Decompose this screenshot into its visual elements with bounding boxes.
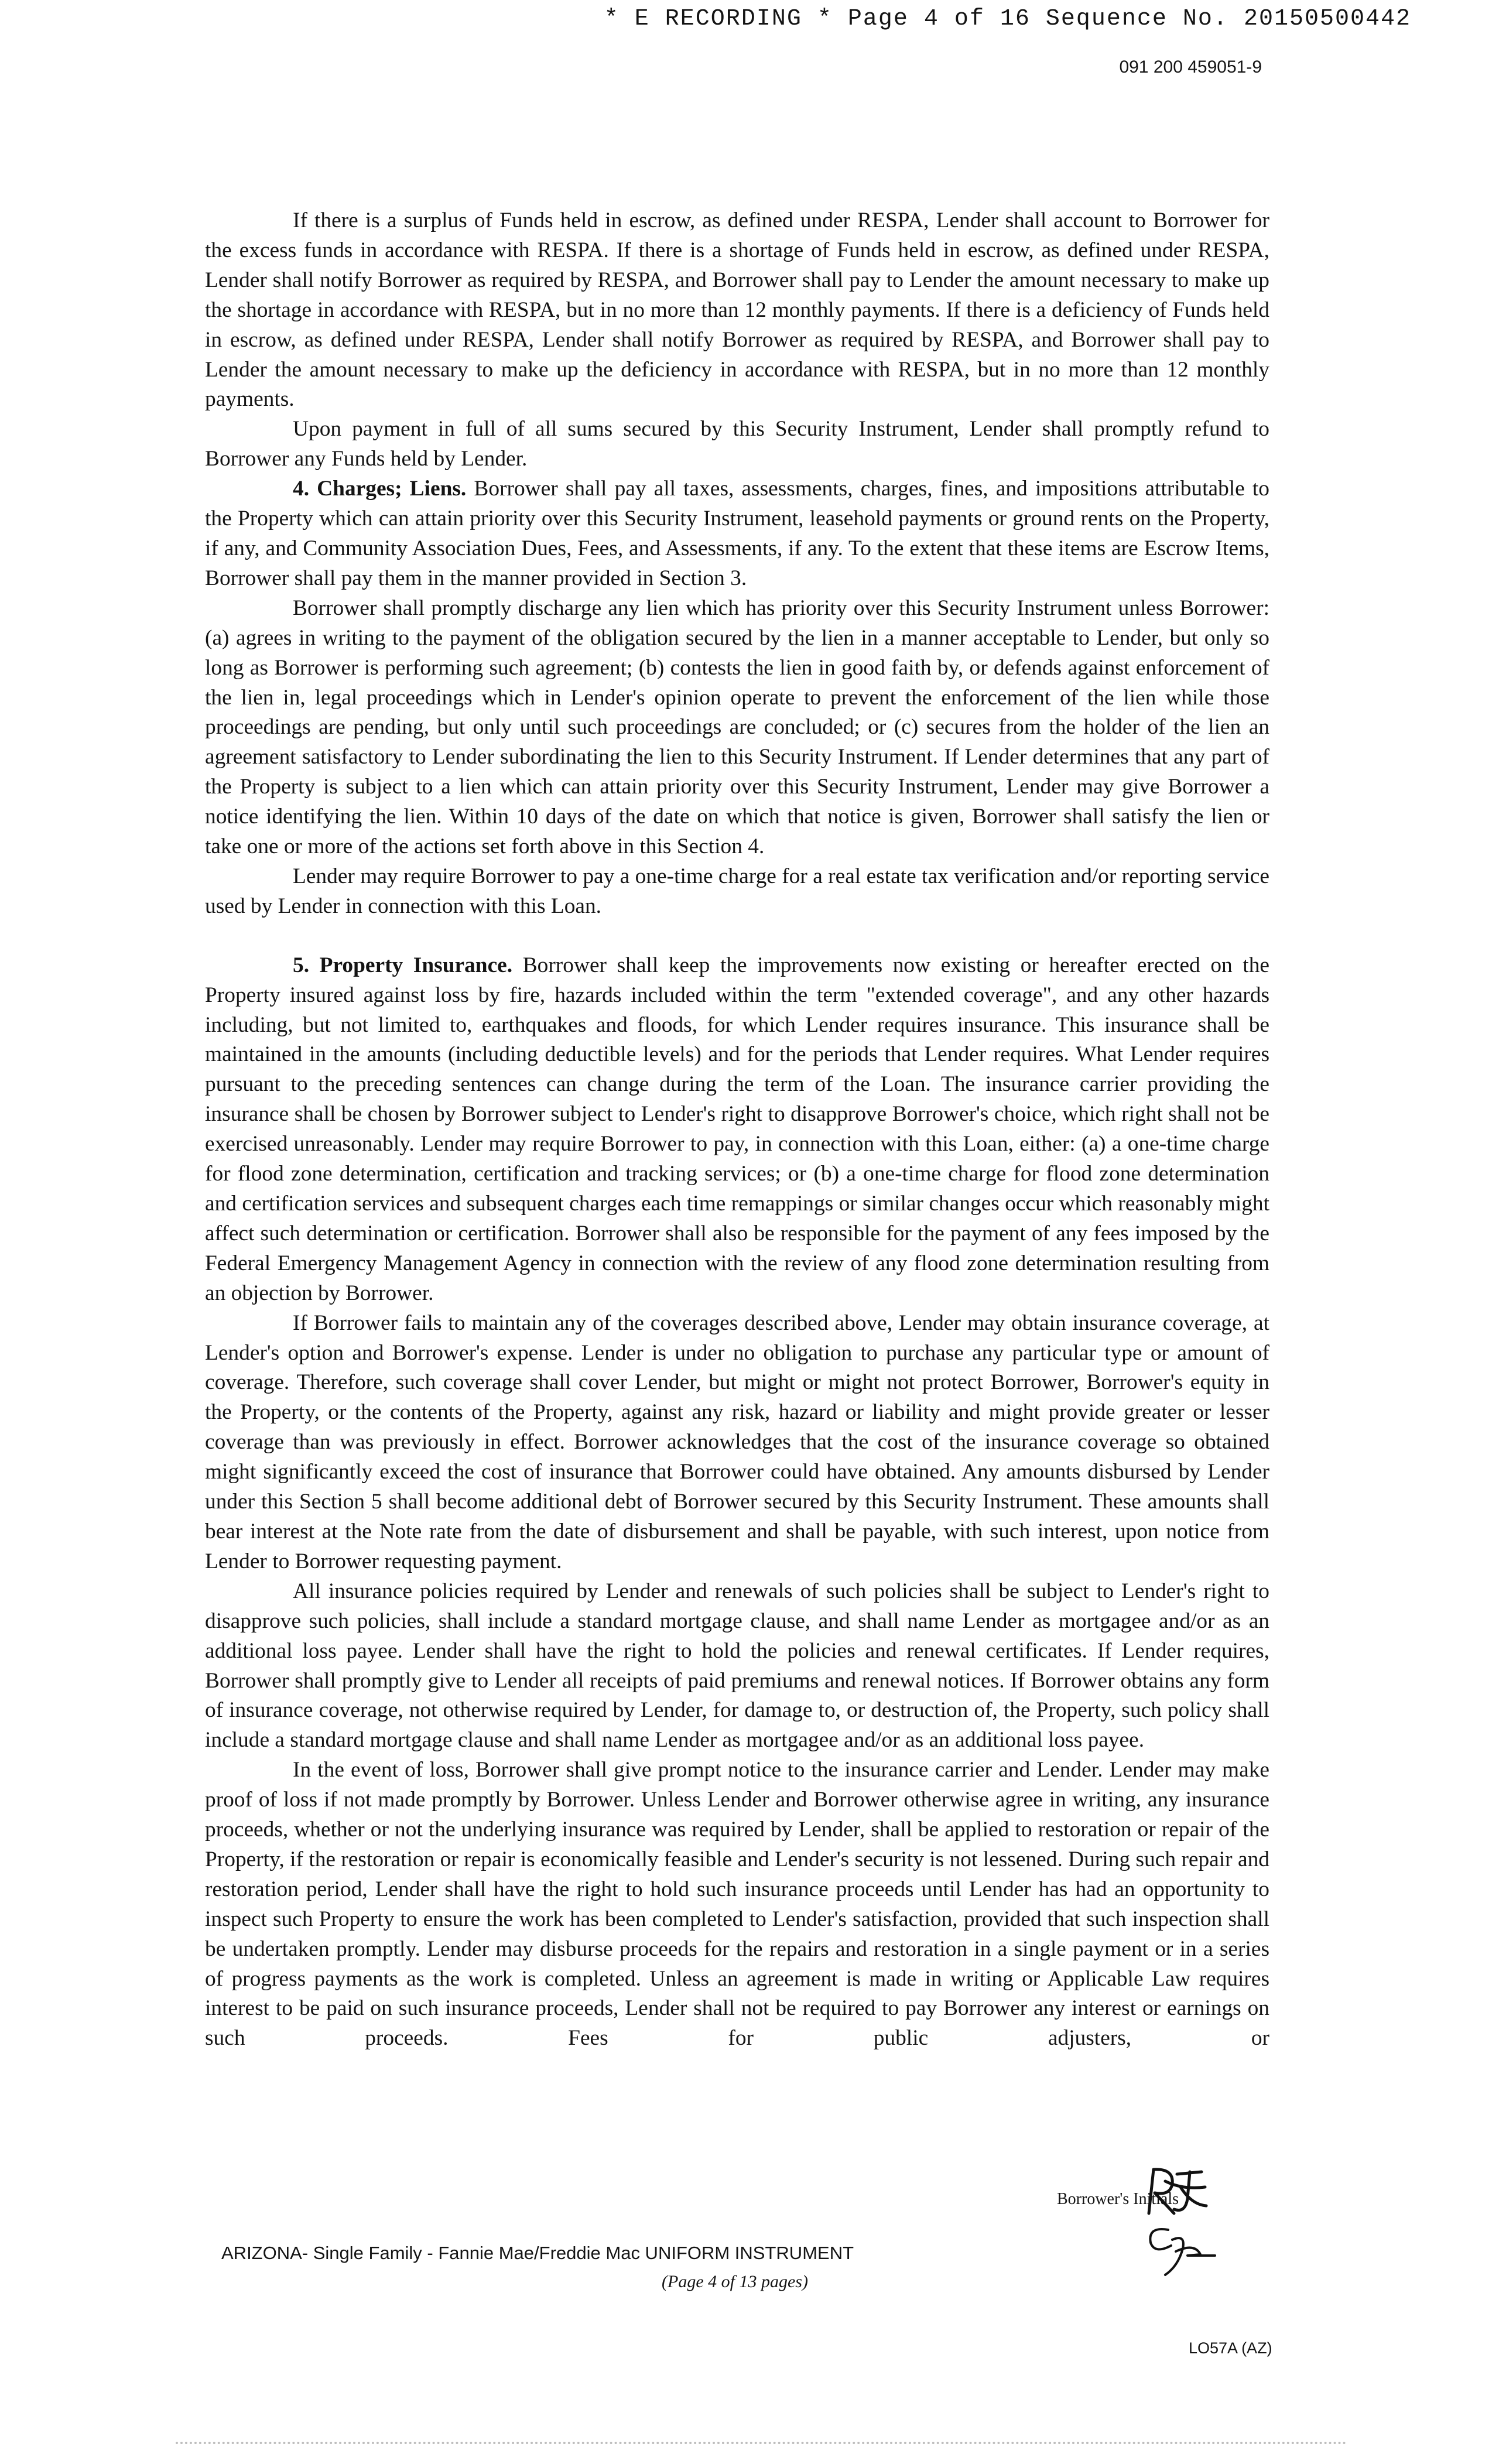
initials-signature-1 [1142, 2164, 1212, 2219]
loan-number: 091 200 459051-9 [1119, 57, 1262, 77]
section-4-text: Borrower shall pay all taxes, assessments, charges, fines, and impositions attributable to the Property which can attain priority over this Security Instrument, leasehold payments or ground rents on the Property, if any, and Community Association Dues, Fees, and Assessments, if any. To the extent that these items are Escrow Items, Borrower shall pay them in the manner provided in Section 3. [205, 477, 1269, 590]
paragraph-insurance-policies: All insurance policies required by Lender and renewals of such policies shall be subject to Lender's right to disapprove such policies, shall include a standard mortgage clause, and shall name Lender as mortgagee and/or as an additional loss payee. Lender shall have the right to hold the policies and renewal certificates. If Lender requires, Borrower shall promptly give to Lender all receipts of paid premiums and renewal notices. If Borrower obtains any form of insurance coverage, not otherwise required by Lender, for damage to, or destruction of, the Property, such policy shall include a standard mortgage clause and shall name Lender as mortgagee and/or as an additional loss payee. [205, 1579, 1269, 1753]
form-title: ARIZONA- Single Family - Fannie Mae/Freddie Mac UNIFORM INSTRUMENT [221, 2243, 854, 2263]
section-5-text: Borrower shall keep the improvements now existing or hereafter erected on the Property insured against loss by fire, hazards included within the term "extended coverage", and any other hazards including, but not limited to, earthquakes and floods, for which Lender requires insurance. This insurance shall be maintained in the amounts (including deductible levels) and for the periods that Lender requires. What Lender requires pursuant to the preceding sentences can change during the term of the Loan. The insurance carrier providing the insurance shall be chosen by Borrower subject to Lender's right to disapprove Borrower's choice, which right shall not be exercised unreasonably. Lender may require Borrower to pay, in connection with this Loan, either: (a) a one-time charge for flood zone determination, certification and tracking services; or (b) a one-time charge for flood zone determination and certification services and subsequent charges each time remappings or similar changes occur which reasonably might affect such determination or certification. Borrower shall also be responsible for the payment of any fees imposed by the Federal Emergency Management Agency in connection with the review of any flood zone determination resulting from an objection by Borrower. [205, 953, 1269, 1305]
section-4-charges-liens [205, 474, 1269, 594]
borrower-initials-label: Borrower's Initials [1057, 2190, 1179, 2208]
paragraph-event-of-loss: In the event of loss, Borrower shall give prompt notice to the insurance carrier and Lender. Lender may make proof of loss if not made promptly by Borrower. Unless Lender and Borrower otherwise agree in writing, any insurance proceeds, whether or not the underlying insurance was required by Lender, shall be applied to restoration or repair of the Property, if the restoration or repair is economically feasible and Lender's security is not lessened. During such repair and restoration period, Lender shall have the right to hold such insurance proceeds until Lender has had an opportunity to inspect such Property to ensure the work has been completed to Lender's satisfaction, provided that such inspection shall be undertaken promptly. Lender may disburse proceeds for the repairs and restoration in a single payment or in a series of progress payments as the work is completed. Unless an agreement is made in writing or Applicable Law requires interest to be paid on such insurance proceeds, Lender shall not be required to pay Borrower any interest or earnings on such proceeds. Fees for public adjusters, or [205, 1758, 1269, 2051]
section-5-heading: 5. Property Insurance. [293, 953, 513, 977]
initials-signature-2 [1142, 2219, 1218, 2278]
page-number: (Page 4 of 13 pages) [662, 2272, 808, 2291]
section-5-property-insurance [205, 951, 1269, 1309]
document-body [205, 206, 1269, 2054]
paragraph-tax-verification: Lender may require Borrower to pay a one-time charge for a real estate tax verification and/or reporting service used by Lender in connection with this Loan. [205, 864, 1269, 918]
recording-stamp: * E RECORDING * Page 4 of 16 Sequence No. 20150500442 [604, 6, 1411, 32]
form-code: LO57A (AZ) [1189, 2339, 1272, 2357]
paragraph-lien-discharge: Borrower shall promptly discharge any lien which has priority over this Security Instrument unless Borrower: (a) agrees in writing to the payment of the obligation secured by the lien in a manner acceptable to Lender, but only so long as Borrower is performing such agreement; (b) contests the lien in good faith by, or defends against enforcement of the lien in, legal proceedings which in Lender's opinion operate to prevent the enforcement of the lien while those proceedings are pending, but only until such proceedings are concluded; or (c) secures from the holder of the lien an agreement satisfactory to Lender subordinating the lien to this Security Instrument. If Lender determines that any part of the Property is subject to a lien which can attain priority over this Security Instrument, Lender may give Borrower a notice identifying the lien. Within 10 days of the date on which that notice is given, Borrower shall satisfy the lien or take one or more of the actions set forth above in this Section 4. [205, 596, 1269, 859]
section-4-heading: 4. Charges; Liens. [293, 477, 467, 501]
paragraph-refund: Upon payment in full of all sums secured by this Security Instrument, Lender shall promptly refund to Borrower any Funds held by Lender. [205, 417, 1269, 471]
scan-edge-divider [176, 2442, 1347, 2446]
paragraph-escrow-surplus: If there is a surplus of Funds held in escrow, as defined under RESPA, Lender shall account to Borrower for the excess funds in accordance with RESPA. If there is a shortage of Funds held in escrow, as defined under RESPA, Lender shall notify Borrower as required by RESPA, and Borrower shall pay to Lender the amount necessary to make up the shortage in accordance with RESPA, but in no more than 12 monthly payments. If there is a deficiency of Funds held in escrow, as defined under RESPA, Lender shall notify Borrower as required by RESPA, and Borrower shall pay to Lender the amount necessary to make up the deficiency in accordance with RESPA, but in no more than 12 monthly payments. [205, 208, 1269, 412]
paragraph-coverage-failure: If Borrower fails to maintain any of the coverages described above, Lender may obtain insurance coverage, at Lender's option and Borrower's expense. Lender is under no obligation to purchase any particular type or amount of coverage. Therefore, such coverage shall cover Lender, but might or might not protect Borrower, Borrower's equity in the Property, or the contents of the Property, against any risk, hazard or liability and might provide greater or lesser coverage than was previously in effect. Borrower acknowledges that the cost of the insurance coverage so obtained might significantly exceed the cost of insurance that Borrower could have obtained. Any amounts disbursed by Lender under this Section 5 shall become additional debt of Borrower secured by this Security Instrument. These amounts shall bear interest at the Note rate from the date of disbursement and shall be payable, with such interest, upon notice from Lender to Borrower requesting payment. [205, 1310, 1269, 1573]
